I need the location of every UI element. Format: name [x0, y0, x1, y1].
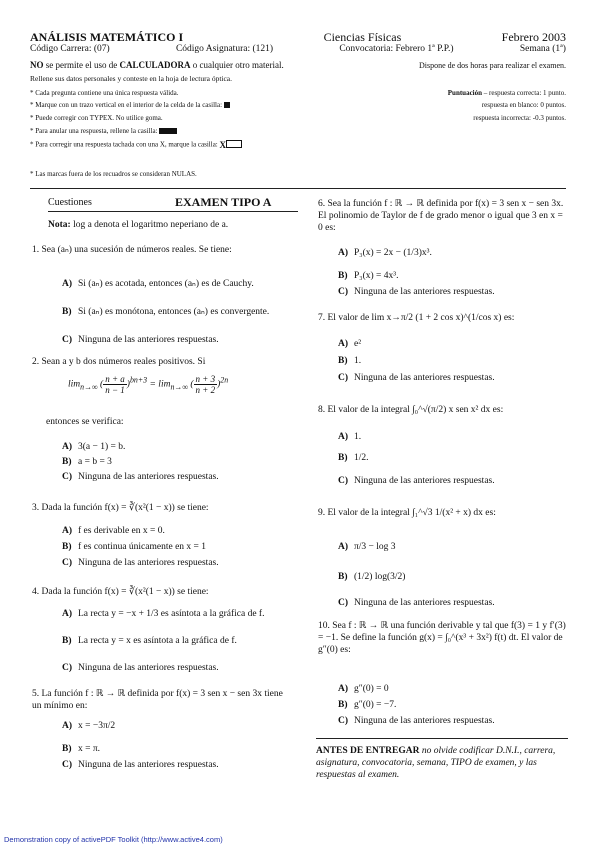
exam-type: EXAMEN TIPO A [175, 195, 272, 209]
demo-footer-link[interactable]: Demonstration copy of activePDF Toolkit (http://www.active4.com) [4, 835, 223, 844]
note-6: * Las marcas fuera de los recuadros se consideran NULAS. [30, 170, 197, 178]
q6-option-b: B) P₃(x) = 4x³. [338, 271, 399, 281]
annul-box-icon [159, 128, 177, 134]
q3a-text: f es derivable en x = 0. [78, 526, 165, 536]
note-5 [30, 140, 242, 150]
q9c-text: Ninguna de las anteriores respuestas. [354, 598, 495, 608]
q8c-text: Ninguna de las anteriores respuestas. [354, 476, 495, 486]
closing-divider [316, 738, 568, 739]
q7a-text: e² [354, 339, 362, 349]
question-2: 2. Sean a y b dos números reales positivos. Si [32, 357, 206, 367]
cuestiones-label: Cuestiones [48, 197, 92, 208]
q5a-text: x = −3π/2 [78, 721, 116, 731]
note-1: * Cada pregunta contiene una única respuesta válida. [30, 89, 179, 97]
q2b-text: a = b = 3 [78, 457, 112, 467]
q7c-text: Ninguna de las anteriores respuestas. [354, 373, 495, 383]
q4-option-b: B) La recta y = x es asíntota a la gráfica de f. [62, 636, 237, 646]
q1-option-a: A) Si (aₙ) es acotada, entonces (aₙ) es de Cauchy. [62, 279, 254, 289]
q3-option-c: C) Ninguna de las anteriores respuestas. [62, 558, 219, 568]
q10b-text: g″(0) = −7. [354, 700, 397, 710]
q2c-text: Ninguna de las anteriores respuestas. [78, 472, 219, 482]
q9-option-b: B) (1/2) log(3/2) [338, 572, 406, 582]
question-4: 4. Dada la función f(x) = ∛(x²(1 − x)) se tiene: [32, 587, 209, 597]
q10a-text: g″(0) = 0 [354, 684, 389, 694]
course-code: Código Asignatura: (121) [175, 44, 274, 54]
q8-option-a: A) 1. [338, 432, 362, 442]
q6b-text: P₃(x) = 4x³. [354, 271, 399, 281]
note-3: * Puede corregir con TYPEX. No utilice goma. [30, 114, 163, 122]
calc-bold: CALCULADORA [119, 60, 191, 70]
q4c-text: Ninguna de las anteriores respuestas. [78, 663, 219, 673]
q1-option-b: B) Si (aₙ) es monótona, entonces (aₙ) es convergente. [62, 307, 270, 317]
q5-option-c: C) Ninguna de las anteriores respuestas. [62, 760, 219, 770]
no-bold: NO [30, 60, 44, 70]
nota [48, 219, 298, 231]
q2-option-c: C) Ninguna de las anteriores respuestas. [62, 472, 219, 482]
q10-option-b: B) g″(0) = −7. [338, 700, 397, 710]
closing-bold: ANTES DE ENTREGAR [316, 746, 420, 756]
time-note: Dispone de dos horas para realizar el examen. [418, 61, 566, 70]
no-calc-line [30, 60, 284, 70]
q9b-text: (1/2) log(3/2) [354, 572, 406, 582]
q4-option-a: A) La recta y = −x + 1/3 es asíntota a la gráfica de f. [62, 609, 265, 619]
note-2-text: * Marque con un trazo vertical en el interior de la celda de la casilla: [30, 101, 223, 109]
closing-text: no olvide codificar D.N.I., carrera, asignatura, convocatoria, semana, TIPO de examen, y las respuestas al examen. [316, 746, 556, 780]
note-5-text: * Para corregir una respuesta tachada con una X, marque la casilla: [30, 140, 218, 149]
q5-option-a: A) x = −3π/2 [62, 721, 116, 731]
q9-option-c: C) Ninguna de las anteriores respuestas. [338, 598, 495, 608]
q4b-text: La recta y = x es asíntota a la gráfica de f. [78, 636, 237, 646]
q7b-text: 1. [354, 356, 362, 366]
filled-box-icon [224, 102, 230, 108]
q2-formula: $\lim_{n\to\infty}$ ( $\frac{n + a}{n - 1}$ )$^{bn+3} = \lim_{n\to\infty}$ ( $\frac{n + 3}{n + 2}$ )$^{2n}$ [68, 374, 229, 395]
scoring-2: respuesta en blanco: 0 puntos. [481, 101, 566, 109]
q8a-text: 1. [354, 432, 362, 442]
q5-option-b: B) x = π. [62, 744, 101, 754]
question-5: 5. La función f : ℝ → ℝ definida por f(x) = 3 sen x − sen 3x tiene un mínimo en: [32, 689, 283, 711]
q1c-text: Ninguna de las anteriores respuestas. [78, 335, 219, 345]
q3b-text: f es continua únicamente en x = 1 [78, 542, 207, 552]
no-calc-text: se permite el uso de [45, 60, 118, 70]
question-3: 3. Dada la función f(x) = ∛(x²(1 − x)) se tiene: [32, 503, 209, 513]
q6c-text: Ninguna de las anteriores respuestas. [354, 287, 495, 297]
calc-rest: o cualquier otro material. [192, 60, 284, 70]
scoring-1: respuesta correcta: 1 punto. [489, 89, 566, 97]
q1b-text: Si (aₙ) es monótona, entonces (aₙ) es convergente. [78, 307, 270, 317]
q5b-text: x = π. [78, 744, 101, 754]
q4a-text: La recta y = −x + 1/3 es asíntota a la gráfica de f. [78, 609, 265, 619]
q2-option-b: B) a = b = 3 [62, 457, 112, 467]
header-divider [30, 188, 566, 189]
header-row-2 [30, 44, 566, 54]
scoring-3: respuesta incorrecta: -0.3 puntos. [473, 114, 566, 122]
q7-option-c: C) Ninguna de las anteriores respuestas. [338, 373, 495, 383]
question-10: 10. Sea f : ℝ → ℝ una función derivable y tal que f(3) = 1 y f′(3) = −1. Se define la función g(x) = ∫₀^(x³ + 3x²) f(t) dt. El valor de g″(0) es: [318, 621, 566, 655]
q6-option-a: A) P₃(x) = 2x − (1/3)x³. [338, 248, 432, 258]
question-7: 7. El valor de lim x→π/2 (1 + 2 cos x)^(1/cos x) es: [318, 313, 515, 323]
cross-box-icon: X [220, 140, 243, 150]
q7-option-b: B) 1. [338, 356, 362, 366]
closing-note [316, 745, 568, 781]
q3c-text: Ninguna de las anteriores respuestas. [78, 558, 219, 568]
q2-option-a: A) 3(a − 1) = b. [62, 442, 126, 452]
note-4 [30, 127, 177, 135]
q7-option-a: A) e² [338, 339, 362, 349]
question-8: 8. El valor de la integral ∫₀^√(π/2) x sen x² dx es: [318, 405, 504, 415]
q10c-text: Ninguna de las anteriores respuestas. [354, 716, 495, 726]
question-6: 6. Sea la función f : ℝ → ℝ definida por f(x) = 3 sen x − sen 3x. El polinomio de Taylor de f de grado menor o igual que 3 en x = 0 es: [318, 199, 564, 233]
q8b-text: 1/2. [354, 453, 369, 463]
q1a-text: Si (aₙ) es acotada, entonces (aₙ) es de Cauchy. [78, 279, 254, 289]
nota-bold: Nota: [48, 220, 71, 230]
q2a-text: 3(a − 1) = b. [78, 442, 126, 452]
scoring: Puntuación – respuesta correcta: 1 punto. [447, 89, 566, 97]
nota-text: log a denota el logaritmo neperiano de a. [73, 220, 229, 230]
q9a-text: π/3 − log 3 [354, 542, 396, 552]
fill-note: Rellene sus datos personales y conteste en la hoja de lectura óptica. [30, 74, 233, 83]
q4-option-c: C) Ninguna de las anteriores respuestas. [62, 663, 219, 673]
q5c-text: Ninguna de las anteriores respuestas. [78, 760, 219, 770]
header-row-1 [30, 30, 566, 45]
q9-option-a: A) π/3 − log 3 [338, 542, 396, 552]
career-code: Código Carrera: (07) [30, 44, 110, 54]
q1-option-c: C) Ninguna de las anteriores respuestas. [62, 335, 219, 345]
q2-tail: entonces se verifica: [46, 417, 124, 427]
q3-option-a: A) f es derivable en x = 0. [62, 526, 165, 536]
q6-option-c: C) Ninguna de las anteriores respuestas. [338, 287, 495, 297]
q6a-text: P₃(x) = 2x − (1/3)x³. [354, 248, 432, 258]
q8-option-c: C) Ninguna de las anteriores respuestas. [338, 476, 495, 486]
q3-option-b: B) f es continua únicamente en x = 1 [62, 542, 207, 552]
note-4-text: * Para anular una respuesta, rellene la casilla: [30, 127, 158, 135]
exam-date: Febrero 2003 [501, 30, 566, 44]
question-1: 1. Sea (aₙ) una sucesión de números reales. Se tiene: [32, 245, 232, 255]
degree: Ciencias Físicas [323, 30, 402, 44]
q10-option-c: C) Ninguna de las anteriores respuestas. [338, 716, 495, 726]
q10-option-a: A) g″(0) = 0 [338, 684, 389, 694]
note-2 [30, 101, 230, 109]
week: Semana (1ª) [519, 44, 566, 54]
question-9: 9. El valor de la integral ∫₁^√3 1/(x² + x) dx es: [318, 508, 496, 518]
scoring-title: Puntuación [447, 89, 483, 97]
q8-option-b: B) 1/2. [338, 453, 369, 463]
subject-title: ANÁLISIS MATEMÁTICO I [30, 30, 184, 44]
left-divider [48, 211, 298, 212]
call: Convocatoria: Febrero 1ª P.P.) [339, 44, 454, 54]
